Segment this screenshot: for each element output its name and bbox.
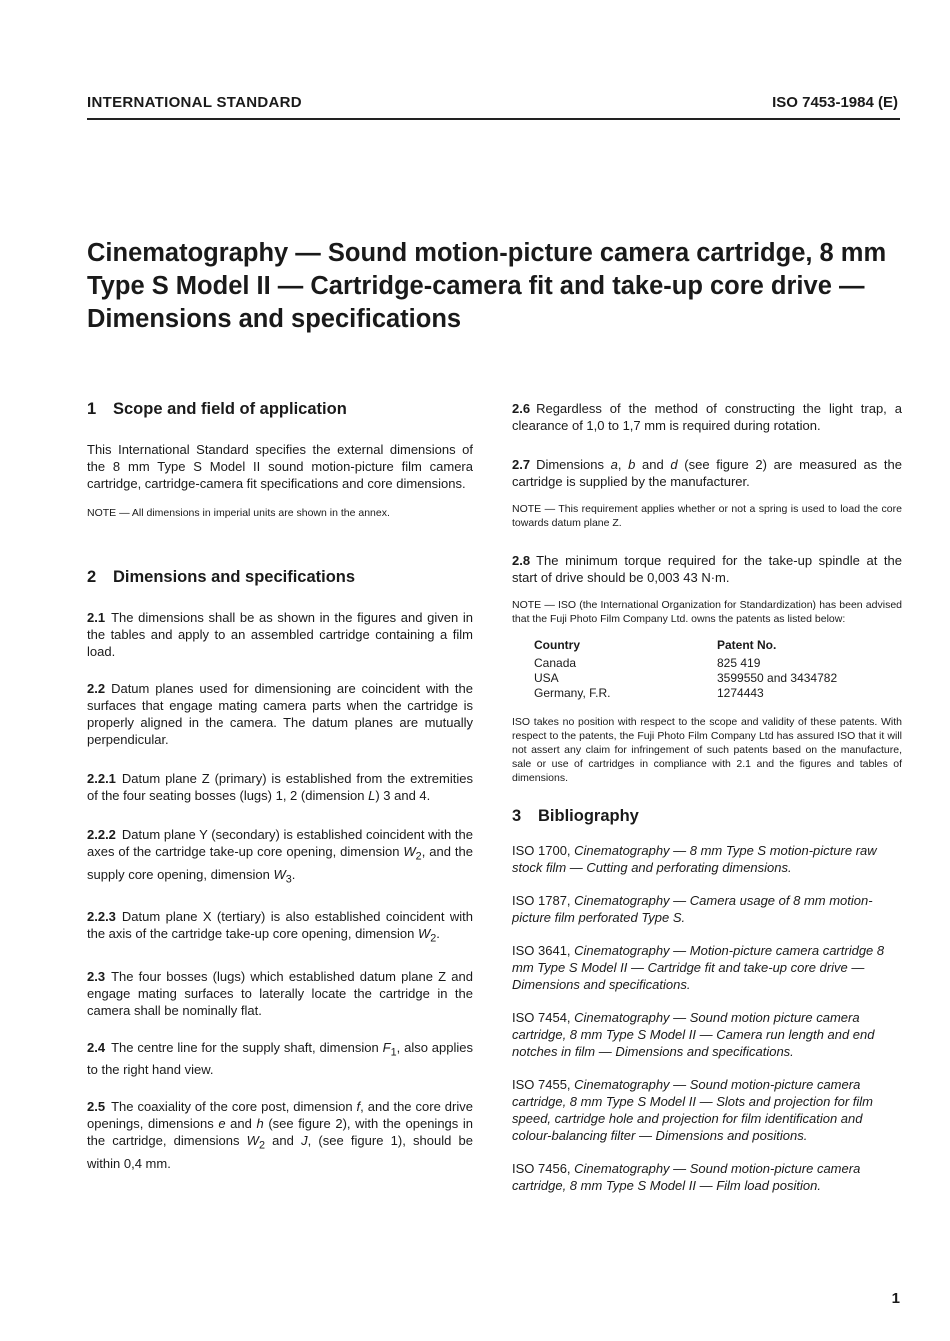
page-number: 1 (891, 1290, 900, 1307)
patent-number: 1274443 (717, 686, 764, 700)
standard-type-label: INTERNATIONAL STANDARD (87, 94, 302, 111)
clause-2-7-note: NOTE — This requirement applies whether or not a spring is used to load the core towards datum plane Z. (512, 503, 902, 529)
clause-2-8: 2.8 The minimum torque required for the take-up spindle at the start of drive should be 0,003 43 N·m. (512, 553, 902, 585)
clause-2-2-2: 2.2.2 Datum plane Y (secondary) is established coincident with the axes of the cartridge take-up core opening, dimension $W_2$, and the supply core opening, dimension $W_3$. (87, 827, 473, 886)
patent-country: USA (534, 671, 559, 685)
section-2-heading: 2 Dimensions and specifications (87, 568, 356, 586)
clause-2-7: 2.7 Dimensions a, b and d (see figure 2) are measured as the cartridge is supplied by the manufacturer. (512, 457, 902, 489)
bibliography-item: ISO 7455, Cinematography — Sound motion-picture camera cartridge, 8 mm Type S Model II — Slots and projection for film speed, cartridge hole and projection for film identification and colour-balancing filter — Dimensions and positions. (512, 1077, 874, 1143)
document-title: Cinematography — Sound motion-picture camera cartridge, 8 mm Type S Model II — Cartridge-camera fit and take-up core drive — Dimensions and specifications (87, 239, 887, 333)
clause-2-2: 2.2 Datum planes used for dimensioning are coincident with the surfaces that engage mating camera parts when the cartridge is properly aligned in the camera. The datum planes are mutually perpendicular. (87, 681, 473, 747)
patent-table (534, 638, 837, 701)
right-column (512, 400, 902, 1194)
patent-number: 825 419 (717, 656, 761, 670)
section-1-text: This International Standard specifies the external dimensions of the 8 mm Type S Model II sound motion-picture film camera cartridge, cartridge-camera fit specifications and core dimensions. (87, 442, 473, 491)
section-3-heading: 3 Bibliography (512, 807, 639, 825)
table-row (534, 671, 837, 686)
standard-number: ISO 7453-1984 (E) (772, 94, 898, 111)
patent-country: Germany, F.R. (534, 686, 611, 700)
section-1-note: NOTE — All dimensions in imperial units are shown in the annex. (87, 507, 390, 519)
table-row (534, 686, 837, 701)
patent-number: 3599550 and 3434782 (717, 671, 838, 685)
clause-2-4: 2.4 The centre line for the supply shaft, dimension $F_1$, also applies to the right hand view. (87, 1039, 473, 1078)
patent-table-header (534, 638, 837, 656)
bibliography-item: ISO 1787, Cinematography — Camera usage of 8 mm motion-picture film perforated Type S. (512, 893, 873, 925)
patent-col-number: Patent No. (717, 638, 777, 652)
clause-2-3: 2.3 The four bosses (lugs) which established datum plane Z and engage mating surfaces to laterally locate the cartridge in the camera shall be nominally flat. (87, 968, 473, 1018)
clause-2-6: 2.6 Regardless of the method of constructing the light trap, a clearance of 1,0 to 1,7 mm is required during rotation. (512, 401, 902, 433)
bibliography-item: ISO 7456, Cinematography — Sound motion-picture camera cartridge, 8 mm Type S Model II — Film load position. (512, 1161, 861, 1193)
bibliography-item: ISO 7454, Cinematography — Sound motion picture camera cartridge, 8 mm Type S Model II — Camera run length and end notches in film — Dimensions and specifications. (512, 1010, 875, 1059)
patent-col-country: Country (534, 638, 580, 652)
left-column (87, 400, 473, 1172)
clause-2-2-1: 2.2.1 Datum plane Z (primary) is established from the extremities of the four seating bosses (lugs) 1, 2 (dimension L) 3 and 4. (87, 771, 473, 803)
patent-country: Canada (534, 656, 577, 670)
bibliography-item: ISO 3641, Cinematography — Motion-picture camera cartridge 8 mm Type S Model II — Cartridge fit and take-up core drive — Dimensions and specifications. (512, 943, 885, 992)
header-divider (87, 118, 900, 120)
table-row (534, 656, 837, 671)
clause-2-1: 2.1 The dimensions shall be as shown in the figures and given in the tables and apply to an assembled cartridge containing a film load. (87, 610, 473, 659)
bibliography-item: ISO 1700, Cinematography — 8 mm Type S motion-picture raw stock film — Cutting and perforating dimensions. (512, 843, 877, 875)
clause-2-8-note: NOTE — ISO (the International Organization for Standardization) has been advised that the Fuji Photo Film Company Ltd. owns the patents as listed below: (512, 599, 902, 625)
section-1-heading: 1 Scope and field of application (87, 400, 347, 418)
clause-2-2-3: 2.2.3 Datum plane X (tertiary) is also established coincident with the axis of the cartridge take-up core opening, dimension $W_2$. (87, 909, 473, 945)
clause-2-5: 2.5 The coaxiality of the core post, dimension f, and the core drive openings, dimensions e and h (see figure 2), with the openings in the cartridge, dimensions $W_2$ and J, (see figure 1), should be within 0,4 mm. (87, 1099, 474, 1171)
patent-statement: ISO takes no position with respect to the scope and validity of these patents. With respect to the patents, the Fuji Photo Film Company Ltd has assured ISO that it will not assert any claim for infringement of such patents based on the manufacture, sale or use of cartridges in compliance with 2.1 and the figures and tables of dimensions. (512, 716, 902, 784)
